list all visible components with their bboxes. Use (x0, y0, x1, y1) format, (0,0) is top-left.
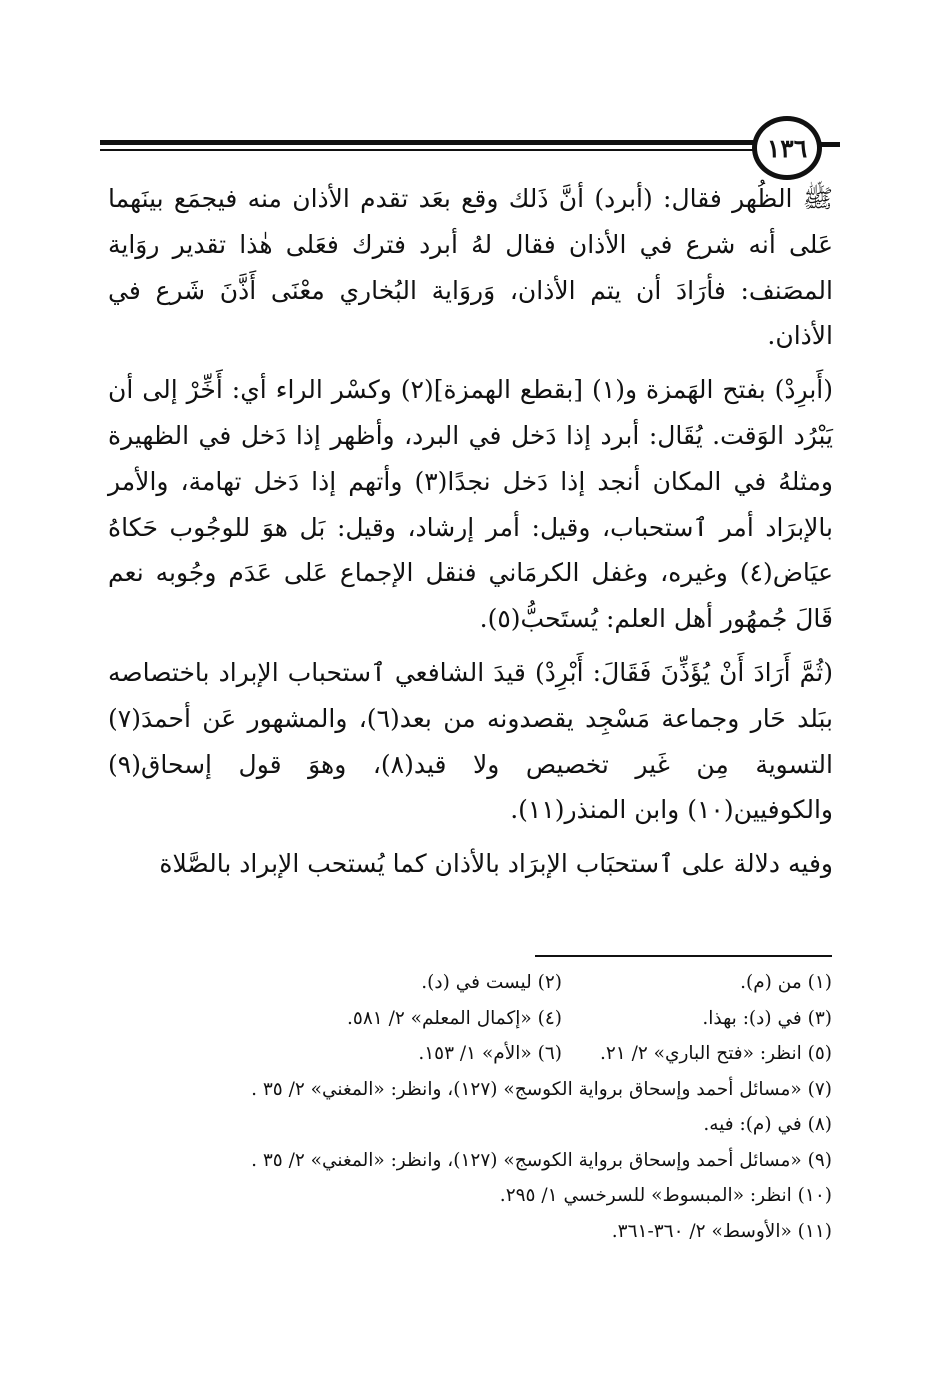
footnote-row (130, 1036, 832, 1072)
footnote: (٥) انظر: «فتح الباري» ٢/ ٢١. (599, 1043, 832, 1064)
page-number: ١٣٦ (766, 133, 808, 163)
footnote-row (130, 1214, 832, 1250)
main-text (108, 176, 833, 887)
footnote: (٧) «مسائل أحمد وإسحاق برواية الكوسج» (١٢٧)، وانظر: «المغني» ٢/ ٣٥ . (251, 1078, 832, 1100)
footnote-row (130, 1178, 832, 1214)
page-number-badge (752, 116, 822, 180)
footnote: (١٠) انظر: «المبسوط» للسرخسي ١/ ٢٩٥. (499, 1185, 832, 1206)
footnote-row (130, 1001, 832, 1037)
footnote-row (130, 1072, 832, 1108)
footnotes (130, 965, 832, 1249)
footnote: (٩) «مسائل أحمد وإسحاق برواية الكوسج» (١٢٧)، وانظر: «المغني» ٢/ ٣٥ . (251, 1149, 832, 1171)
header-rule-thin (100, 149, 755, 151)
footnote: (١١) «الأوسط» ٢/ ٣٦٠-٣٦١. (611, 1220, 832, 1242)
footnote-row (130, 1107, 832, 1143)
footnote: (٣) في (د): بهذا. (702, 1007, 832, 1029)
footnote: (٨) في (م): فيه. (703, 1114, 832, 1135)
footnote-divider (535, 955, 832, 957)
paragraph: (ثُمَّ أَرَادَ أَنْ يُؤَذِّنَ فَقَالَ: أَبْرِدْ) قيدَ الشافعي ٱستحباب الإبراد باختصاصه ببَلد حَار وجماعة مَسْجِد يقصدونه من بعد(٦)، والمشهور عَن أحمدَ(٧) التسوية مِن غَير تخصيص ولا قيد(٨)، وهوَ قول إسحاق(٩) والكوفيين(١٠) وابن المنذر(١١). (108, 657, 833, 825)
footnote: (٤) «إكمال المعلم» ٢/ ٥٨١. (347, 1007, 562, 1029)
paragraph: ﷺ الظُهر فقال: (أبرد) أنَّ ذَلك وقع بعَد تقدم الأذان منه فيجمَع بينَهما عَلى أنه شرع في الأذان فقال لهُ أبرد فترك فعَلى هٰذا تقدير روَاية المصَنف: فأرَادَ أن يتم الأذان، وَروَاية البُخاري معْنَى أَذَّنَ شَرع في الأذان. (108, 184, 833, 351)
paragraph: (أَبرِدْ) بفتح الهَمزة و(١) [بقطع الهمزة](٢) وكسْر الراء أي: أَخِّرْ إلى أن يَبْرُد الوَقت. يُقَال: أبرد إذا دَخل في البرد، وأظهر إذا دَخل في الظهيرة ومثلهُ في المكان أنجد إذا دَخل نجدًا(٣) وأتهم إذا دَخل تهامة، والأمر بالإبرَاد أمر ٱستحباب، وقيل: أمر إرشاد، وقيل: بَل هوَ للوجُوب حَكاهُ عيَاض(٤) وغيره، وغفل الكرمَاني فنقل الإجماع عَلى عَدَم وجُوبه نعم قَالَ جُمهُور أهل العلم: يُستَحبُّ(٥). (108, 375, 833, 634)
paragraph: وفيه دلالة على ٱستحبَاب الإبرَاد بالأذان كما يُستحب الإبراد بالصَّلاة (159, 849, 833, 879)
footnote: (٦) «الأم» ١/ ١٥٣. (418, 1043, 562, 1064)
header-rule-thick (100, 140, 755, 145)
footnote: (١) من (م). (740, 972, 832, 993)
footnote-row (130, 965, 832, 1001)
footnote-row (130, 1143, 832, 1179)
footnote: (٢) ليست في (د). (421, 972, 562, 993)
